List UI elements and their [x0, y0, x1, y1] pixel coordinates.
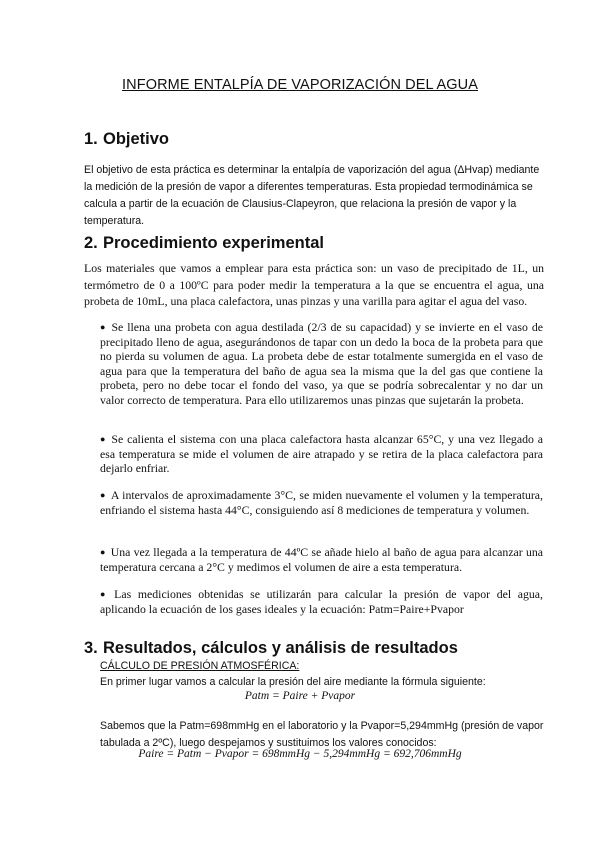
- resultados-line: En primer lugar vamos a calcular la presión del aire mediante la fórmula siguiente:: [100, 676, 486, 688]
- list-item-text: A intervalos de aproximadamente 3°C, se miden nuevamente el volumen y la temperatura, enfriando el sistema hasta 44°C, consiguiendo así 8 mediciones de temperatura y volumen.: [100, 488, 543, 517]
- bullet-icon: ●: [100, 490, 106, 500]
- list-item: [100, 320, 543, 407]
- list-item-text: Una vez llegada a la temperatura de 44ºC se añade hielo al baño de agua para alcanzar una temperatura cercana a 2°C y medimos el volumen de aire a esta temperatura.: [100, 545, 543, 574]
- subheading-presion-atmosferica: CÁLCULO DE PRESIÓN ATMOSFÉRICA:: [100, 660, 300, 672]
- list-item-text: Se calienta el sistema con una placa calefactora hasta alcanzar 65°C, y una vez llegado a esa temperatura se mide el volumen de aire atrapado y se retira de la placa calefactora para dejarlo enfriar.: [100, 432, 544, 475]
- procedimiento-intro: Los materiales que vamos a emplear para esta práctica son: un vaso de precipitado de 1L, un termómetro de 0 a 100ºC para poder medir la temperatura a la que se encuentra el agua, una probeta de 10mL, una placa calefactora, unas pinzas y una varilla para agitar el agua del vaso.: [84, 261, 544, 308]
- section-title: Resultados, cálculos y análisis de resultados: [103, 639, 458, 657]
- list-item-text: Se llena una probeta con agua destilada (2/3 de su capacidad) y se invierte en el vaso de precipitado lleno de agua, asegurándonos de tapar con un dedo la boca de la probeta para que no pierda su volumen de agua. La probeta debe de estar totalmente sumergida en el vaso de agua para que la temperatura del baño de agua sea la misma que la del gas que contiene la probeta, pero no debe tocar el fondo del vaso, ya que se podría sobrecalentar y no dar un valor correcto de temperatura. Para ello utilizaremos unas pinzas que sujetarán la probeta.: [100, 320, 543, 407]
- section-heading-resultados: [84, 639, 458, 658]
- objetivo-paragraph: El objetivo de esta práctica es determinar la entalpía de vaporización del agua (ΔHvap) mediante la medición de la presión de vapor a diferentes temperaturas. Esta propiedad termodinámica se calcula a partir de la ecuación de Clausius-Clapeyron, que relaciona la presión de vapor y la temperatura.: [84, 164, 540, 227]
- bullet-icon: ●: [100, 589, 110, 599]
- section-title: Objetivo: [103, 130, 170, 148]
- list-item: [100, 587, 543, 616]
- document-title: INFORME ENTALPÍA DE VAPORIZACIÓN DEL AGUA: [122, 77, 478, 93]
- list-item: [100, 488, 543, 517]
- section-heading-objetivo: [84, 130, 169, 149]
- list-item: [100, 432, 543, 476]
- bullet-icon: ●: [100, 434, 107, 444]
- section-number: 1.: [84, 130, 98, 148]
- bullet-icon: ●: [100, 547, 106, 557]
- section-number: 3.: [84, 639, 98, 657]
- section-title: Procedimiento experimental: [103, 234, 324, 252]
- list-item: [100, 545, 543, 574]
- formula-patm: Patm = Paire + Pvapor: [244, 690, 356, 702]
- formula-paire: Paire = Patm − Pvapor = 698mmHg − 5,294mmHg = 692,706mmHg: [138, 748, 462, 760]
- section-number: 2.: [84, 234, 98, 252]
- bullet-icon: ●: [100, 322, 107, 332]
- section-heading-procedimiento: [84, 234, 324, 253]
- list-item-text: Las mediciones obtenidas se utilizarán para calcular la presión de vapor del agua, aplicando la ecuación de los gases ideales y la ecuación: Patm=Paire+Pvapor: [100, 587, 543, 616]
- resultados-paragraph: Sabemos que la Patm=698mmHg en el laboratorio y la Pvapor=5,294mmHg (presión de vapor tabulada a 2ºC), luego despejamos y sustituimos los valores conocidos:: [100, 720, 544, 749]
